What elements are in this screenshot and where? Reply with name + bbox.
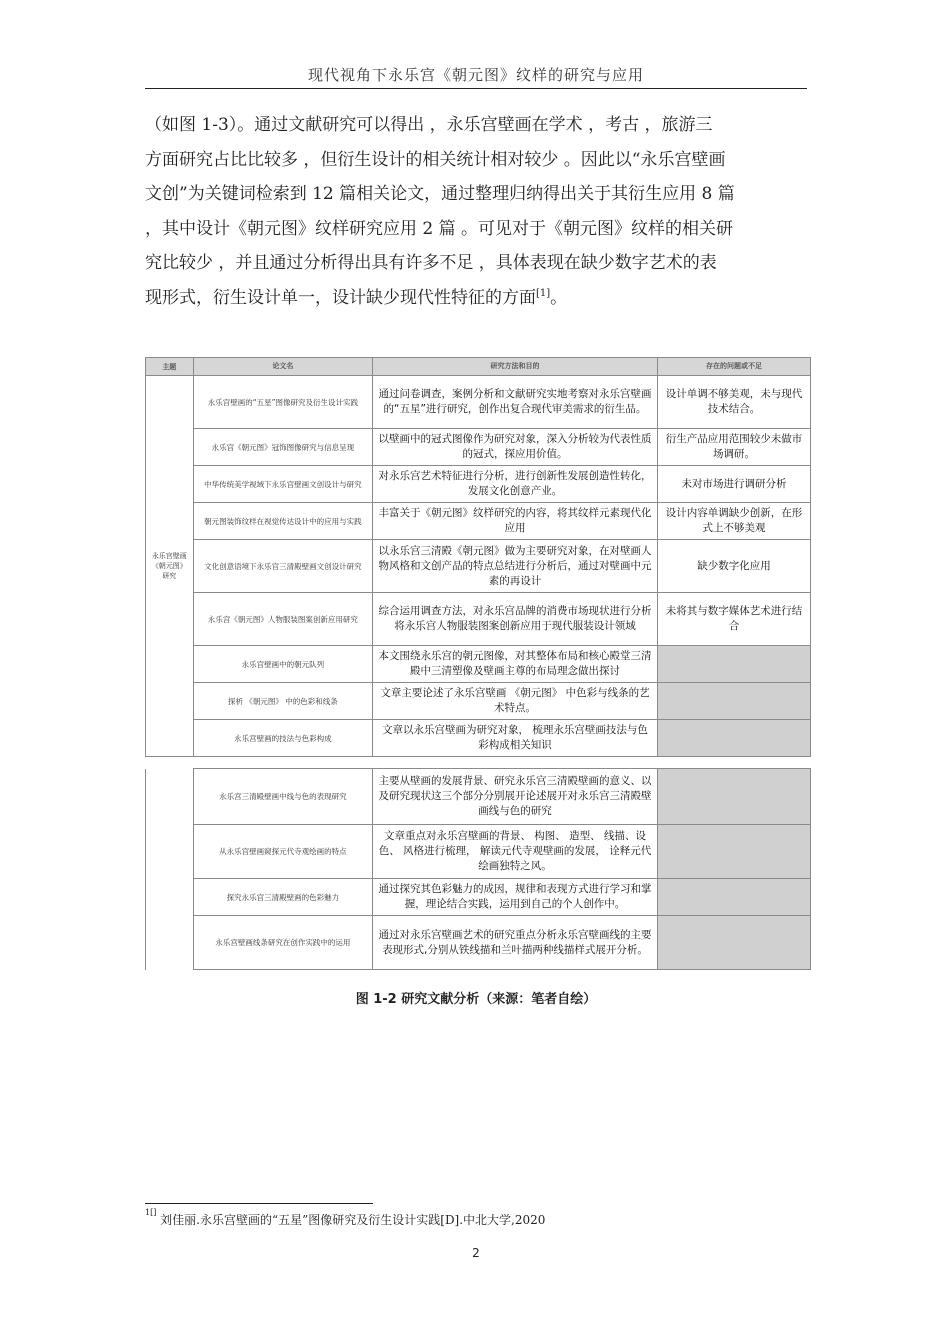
paper-title: 永乐宫《朝元图》人物服装图案创新应用研究 <box>193 593 372 646</box>
header-rule <box>145 88 807 89</box>
body-line-text: 现形式，衍生设计单一，设计缺少现代性特征的方面 <box>145 287 536 308</box>
body-line: （如图 1-3）。通过文献研究可以得出 ，永乐宫壁画在学术 ，考古 ，旅游三 <box>145 115 713 135</box>
paper-method: 对永乐宫艺术特征进行分析，进行创新性发展创造性转化，发展文化创意产业。 <box>373 466 658 503</box>
running-header: 现代视角下永乐宫《朝元图》纹样的研究与应用 <box>307 66 644 84</box>
paper-issue: 未将其与数字媒体艺术进行结合 <box>657 593 810 646</box>
header-title: 论文名 <box>193 358 372 376</box>
table-row <box>146 540 811 593</box>
table-row <box>146 376 811 429</box>
table-row <box>146 825 811 879</box>
header-theme: 主题 <box>146 358 194 376</box>
body-line: 究比较少 ，并且通过分析得出具有许多不足 ，具体表现在缺少数字艺术的表 <box>145 253 717 273</box>
paper-issue: 衍生产品应用范围较少未做市场调研。 <box>657 429 810 466</box>
footnote <box>145 1208 546 1228</box>
paper-issue <box>657 825 810 879</box>
theme-cell-continued <box>146 769 194 970</box>
paper-method: 本文围绕永乐宫的朝元图像，对其整体布局和核心殿堂三清殿中三清塑像及壁画主尊的布局理念做出探讨 <box>373 646 658 683</box>
paper-method: 通过探究其色彩魅力的成因，规律和表现方式进行学习和掌握，理论结合实践，运用到自己的个人创作中。 <box>373 879 658 916</box>
paper-issue <box>657 683 810 720</box>
paper-title: 探究永乐宫三清殿壁画的色彩魅力 <box>193 879 372 916</box>
footnote-marker: 1[] <box>145 1208 157 1217</box>
table-row <box>146 593 811 646</box>
paper-method: 主要从壁画的发展背景、研究永乐宫三清殿壁画的意义、以及研究现状这三个部分分别展开论述展开对永乐宫三清殿壁画线与色的研究 <box>373 769 658 825</box>
page-number: 2 <box>472 1246 480 1260</box>
paper-issue <box>657 720 810 757</box>
paper-title: 文化创意语境下永乐宫三清殿壁画文创设计研究 <box>193 540 372 593</box>
header-issue: 存在的问题或不足 <box>657 358 810 376</box>
table-row <box>146 769 811 825</box>
paper-issue: 设计内容单调缺少创新，在形式上不够美观 <box>657 503 810 540</box>
paper-issue: 设计单调不够美观，未与现代技术结合。 <box>657 376 810 429</box>
body-line: 方面研究占比比较多 ，但衍生设计的相关统计相对较少 。因此以“永乐宫壁画 <box>145 149 726 170</box>
paper-title: 中华传统美学视域下永乐宫壁画文创设计与研究 <box>193 466 372 503</box>
table-row <box>146 720 811 757</box>
paper-title: 永乐宫壁画的“五星”图像研究及衍生设计实践 <box>193 376 372 429</box>
paper-method: 丰富关于《朝元图》纹样研究的内容，将其纹样元素现代化应用 <box>373 503 658 540</box>
paper-title: 永乐宫壁画中的朝元队列 <box>193 646 372 683</box>
body-line: 文创”为关键词检索到 12 篇相关论文，通过整理归纳得出关于其衍生应用 8 篇 <box>145 184 735 204</box>
figure-caption: 图 1-2 研究文献分析（来源：笔者自绘） <box>355 992 597 1007</box>
footnote-text: 刘佳丽.永乐宫壁画的“五星”图像研究及衍生设计实践[D].中北大学,2020 <box>160 1213 546 1227</box>
paper-method: 通过对永乐宫壁画艺术的研究重点分析永乐宫壁画线的主要表现形式,分别从铁线描和兰叶描两种线描样式展开分析。 <box>373 916 658 970</box>
paper-title: 永乐宫壁画线条研究在创作实践中的运用 <box>193 916 372 970</box>
body-line-last <box>145 281 807 316</box>
table-row <box>146 683 811 720</box>
table-row <box>146 503 811 540</box>
body-paragraph <box>145 108 807 315</box>
paper-issue <box>657 879 810 916</box>
paper-method: 以壁画中的冠式图像作为研究对象，深入分析较为代表性质的冠式，探应用价值。 <box>373 429 658 466</box>
paper-issue: 缺少数字化应用 <box>657 540 810 593</box>
header-method: 研究方法和目的 <box>373 358 658 376</box>
paper-method: 文章重点对永乐宫壁画的背景、 构图、 造型、 线描、设色、 风格进行梳理， 解读元代寺观壁画的发展， 诠释元代绘画独特之风。 <box>373 825 658 879</box>
paper-method: 文章以永乐宫壁画为研究对象， 梳理永乐宫壁画技法与色彩构成相关知识 <box>373 720 658 757</box>
paper-title: 从永乐宫壁画窥探元代寺观绘画的特点 <box>193 825 372 879</box>
table-row <box>146 466 811 503</box>
paper-title: 朝元图装饰纹样在视觉传达设计中的应用与实践 <box>193 503 372 540</box>
paper-title: 探析 《朝元图》 中的色彩和线条 <box>193 683 372 720</box>
paper-title: 永乐宫壁画的技法与色彩构成 <box>193 720 372 757</box>
literature-table-bottom <box>145 768 811 970</box>
paper-title: 永乐宫《朝元图》冠饰图像研究与信息呈现 <box>193 429 372 466</box>
literature-table-top <box>145 357 811 757</box>
paper-method: 综合运用调查方法，对永乐宫品牌的消费市场现状进行分析将永乐宫人物服装图案创新应用于现代服装设计领域 <box>373 593 658 646</box>
citation-ref[interactable]: [1] <box>536 287 551 299</box>
body-line-end: 。 <box>550 287 568 308</box>
paper-issue: 未对市场进行调研分析 <box>657 466 810 503</box>
table-row <box>146 879 811 916</box>
table-row <box>146 429 811 466</box>
paper-issue <box>657 646 810 683</box>
theme-cell: 永乐宫壁画《朝元图》研究 <box>146 376 194 757</box>
footnote-rule <box>145 1203 373 1204</box>
table-row <box>146 646 811 683</box>
paper-method: 以永乐宫三清殿《朝元图》做为主要研究对象，在对壁画人物风格和文创产品的特点总结进行分析后，通过对壁画中元素的再设计 <box>373 540 658 593</box>
body-line: ，其中设计《朝元图》纹样研究应用 2 篇 。可见对于《朝元图》纹样的相关研 <box>145 218 734 239</box>
paper-title: 永乐宫三清殿壁画中线与色的表现研究 <box>193 769 372 825</box>
paper-method: 文章主要论述了永乐宫壁画 《朝元图》 中色彩与线条的艺术特点。 <box>373 683 658 720</box>
table-row <box>146 916 811 970</box>
paper-issue <box>657 916 810 970</box>
table-header-row <box>146 358 811 376</box>
paper-method: 通过问卷调查，案例分析和文献研究实地考察对永乐宫壁画的“五星”进行研究，创作出复合现代审美需求的衍生品。 <box>373 376 658 429</box>
paper-issue <box>657 769 810 825</box>
